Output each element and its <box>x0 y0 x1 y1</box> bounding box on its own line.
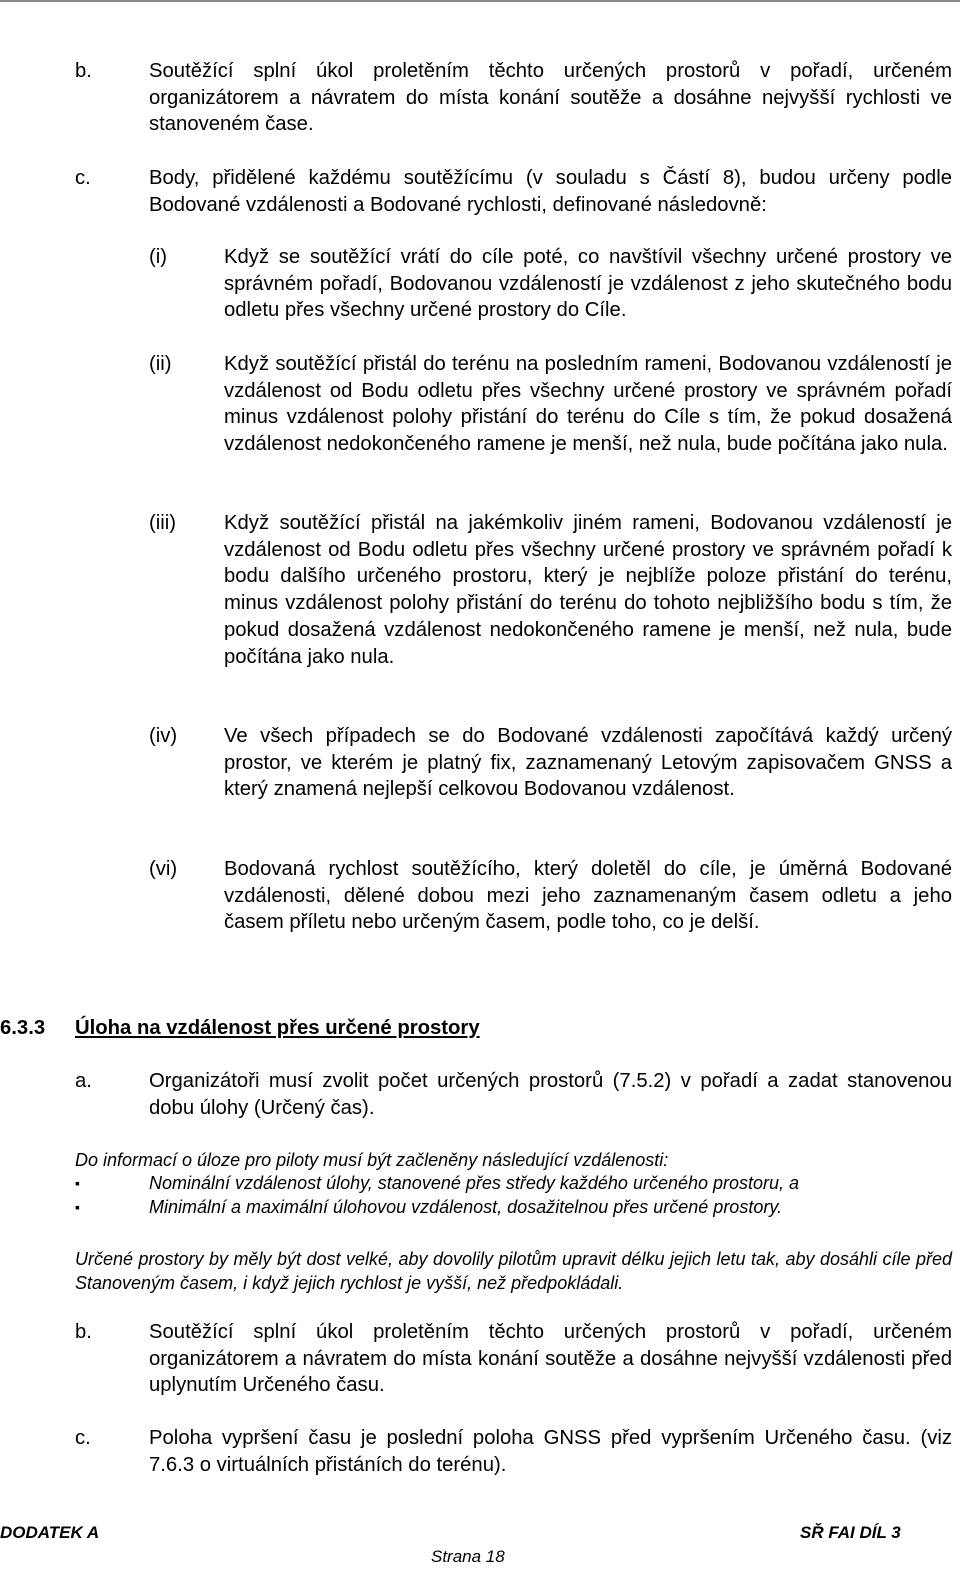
subitem-marker-vi: (vi) <box>149 858 178 880</box>
item-text-c: Body, přidělené každému soutěžícímu (v souladu s Částí 8), budou určeny podle Bodované vzdálenosti a Bodované rychlosti, definované následovně: <box>149 167 952 216</box>
bullet-icon: ▪ <box>75 1199 80 1215</box>
page-number: Strana 18 <box>431 1547 505 1566</box>
subitem-marker-iv: (iv) <box>149 725 178 747</box>
item-marker-c2: c. <box>75 1427 91 1449</box>
info-note: Určené prostory by měly být dost velké, aby dovolily pilotům upravit délku jejich letu tak, aby dosáhli cíle před Stanoveným časem, i když jejich rychlost je vyšší, než předpokládali. <box>75 1249 952 1293</box>
subitem-text-iii: Když soutěžící přistál na jakémkoliv jiném rameni, Bodovanou vzdáleností je vzdálenost od Bodu odletu přes všechny určené prostory ve správném pořadí k bodu dalšího určeného prostoru, který je nejblíže poloze přistání do terénu, minus vzdálenost polohy přistání do terénu do tohoto nejbližšího bodu s tím, že pokud dosažená vzdálenost nedokončeného ramene je menší, než nula, bude počítána jako nula. <box>224 512 952 668</box>
info-intro: Do informací o úloze pro piloty musí být začleněny následující vzdálenosti: <box>75 1150 669 1170</box>
info-bullet-2: Minimální a maximální úlohovou vzdálenost, dosažitelnou přes určené prostory. <box>149 1197 782 1217</box>
subitem-text-i: Když se soutěžící vrátí do cíle poté, co navštívil všechny určené prostory ve správném pořadí, Bodovanou vzdáleností je vzdálenost z jeho skutečného bodu odletu přes všechny určené prostory do Cíle. <box>224 246 952 322</box>
footer-left: DODATEK A <box>0 1523 100 1542</box>
section-number: 6.3.3 <box>0 1017 46 1039</box>
top-border <box>0 0 960 2</box>
item-text-a: Organizátoři musí zvolit počet určených prostorů (7.5.2) v pořadí a zadat stanovenou dobu úlohy (Určený čas). <box>149 1070 952 1119</box>
subitem-marker-ii: (ii) <box>149 353 172 375</box>
subitem-text-vi: Bodovaná rychlost soutěžícího, který doletěl do cíle, je úměrná Bodované vzdálenosti, dělené dobou mezi jeho zaznamenaným časem odletu a jeho časem příletu nebo určeným časem, podle toho, co je delší. <box>224 858 952 934</box>
section-title: Úloha na vzdálenost přes určené prostory <box>75 1017 480 1039</box>
info-bullet-1: Nominální vzdálenost úlohy, stanovené přes středy každého určeného prostoru, a <box>149 1173 800 1193</box>
footer-right: SŘ FAI DÍL 3 <box>800 1523 901 1542</box>
subitem-text-ii: Když soutěžící přistál do terénu na posledním rameni, Bodovanou vzdáleností je vzdálenost od Bodu odletu přes všechny určené prostory ve správném pořadí minus vzdálenost polohy přistání do terénu do Cíle s tím, že pokud dosažená vzdálenost nedokončeného ramene je menší, než nula, bude počítána jako nula. <box>224 353 952 456</box>
item-text-b2: Soutěžící splní úkol proletěním těchto určených prostorů v pořadí, určeném organizátorem a návratem do místa konání soutěže a dosáhne nejvyšší vzdálenosti před uplynutím Určeného času. <box>149 1321 952 1397</box>
item-text-c2: Poloha vypršení času je poslední poloha GNSS před vypršením Určeného času. (viz 7.6.3 o virtuálních přistáních do terénu). <box>149 1427 952 1476</box>
bullet-icon: ▪ <box>75 1175 80 1191</box>
item-text-b: Soutěžící splní úkol proletěním těchto určených prostorů v pořadí, určeném organizátorem a návratem do místa konání soutěže a dosáhne nejvyšší rychlosti ve stanoveném čase. <box>149 60 952 136</box>
subitem-marker-iii: (iii) <box>149 512 177 534</box>
item-marker-a: a. <box>75 1070 92 1092</box>
subitem-text-iv: Ve všech případech se do Bodované vzdálenosti započítává každý určený prostor, ve kterém je platný fix, zaznamenaný Letovým zapisovačem GNSS a který znamená nejlepší celkovou Bodovanou vzdálenost. <box>224 725 952 801</box>
item-marker-b: b. <box>75 60 92 82</box>
item-marker-c: c. <box>75 167 91 189</box>
item-marker-b2: b. <box>75 1321 92 1343</box>
subitem-marker-i: (i) <box>149 246 168 268</box>
